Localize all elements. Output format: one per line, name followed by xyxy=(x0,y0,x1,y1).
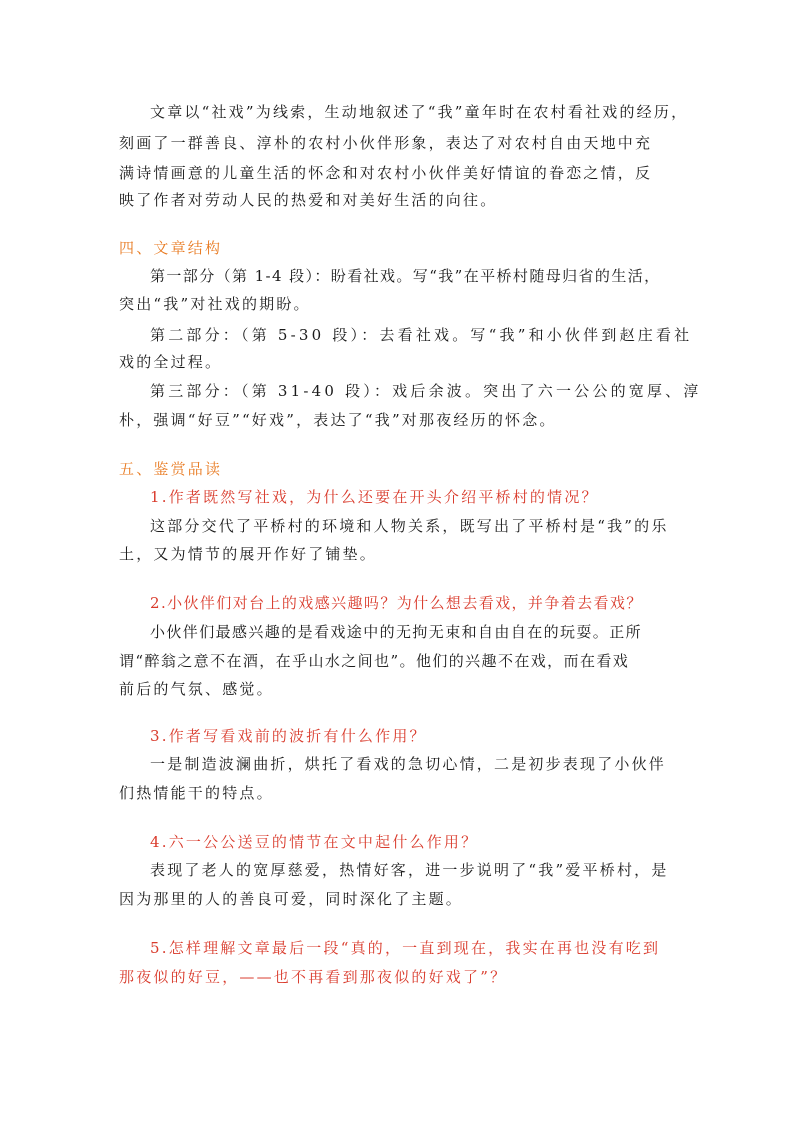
answer-2-line: 谓“醉翁之意不在酒，在乎山水之间也”。他们的兴趣不在戏，而在看戏 xyxy=(119,652,630,670)
question-3: 3.作者写看戏前的波折有什么作用？ xyxy=(150,727,427,745)
section-heading-structure: 四、文章结构 xyxy=(119,239,223,257)
question-2: 2.小伙伴们对台上的戏感兴趣吗？为什么想去看戏，并争着去看戏？ xyxy=(150,594,643,612)
answer-4-line: 表现了老人的宽厚慈爱，热情好客，进一步说明了“我”爱平桥村，是 xyxy=(150,861,669,879)
answer-4-line: 因为那里的人的善良可爱，同时深化了主题。 xyxy=(119,890,464,908)
summary-line: 刻画了一群善良、淳朴的农村小伙伴形象，表达了对农村自由天地中充 xyxy=(119,134,653,152)
summary-line: 满诗情画意的儿童生活的怀念和对农村小伙伴美好情谊的眷恋之情，反 xyxy=(119,164,653,182)
answer-3-line: 一是制造波澜曲折，烘托了看戏的急切心情，二是初步表现了小伙伴 xyxy=(150,755,667,773)
question-5-line: 5.怎样理解文章最后一段“真的，一直到现在，我实在再也没有吃到 xyxy=(150,939,661,957)
structure-part-2-line: 戏的全过程。 xyxy=(119,353,223,371)
structure-part-1-line: 第一部分（第 1-4 段）：盼看社戏。写“我”在平桥村随母归省的生活， xyxy=(150,267,661,285)
question-1: 1.作者既然写社戏，为什么还要在开头介绍平桥村的情况？ xyxy=(150,488,599,506)
answer-2-line: 小伙伴们最感兴趣的是看戏途中的无拘无束和自由自在的玩耍。正所 xyxy=(150,623,643,641)
structure-part-2-line: 第二部分：（第 5-30 段）：去看社戏。写“我”和小伙伴到赵庄看社 xyxy=(150,326,693,344)
answer-3-line: 们热情能干的特点。 xyxy=(119,784,274,802)
answer-1-line: 这部分交代了平桥村的环境和人物关系，既写出了平桥村是“我”的乐 xyxy=(150,517,669,535)
structure-part-3-line: 第三部分：（第 31-40 段）：戏后余波。突出了六一公公的宽厚、淳 xyxy=(150,382,702,400)
answer-2-line: 前后的气氛、感觉。 xyxy=(119,680,274,698)
summary-line: 文章以“社戏”为线索，生动地叙述了“我”童年时在农村看社戏的经历， xyxy=(150,103,689,121)
section-heading-appreciation: 五、鉴赏品读 xyxy=(119,460,223,478)
structure-part-1-line: 突出“我”对社戏的期盼。 xyxy=(119,295,311,313)
question-4: 4.六一公公送豆的情节在文中起什么作用？ xyxy=(150,833,479,851)
answer-1-line: 土，又为情节的展开作好了铺垫。 xyxy=(119,545,378,563)
summary-line: 映了作者对劳动人民的热爱和对美好生活的向往。 xyxy=(119,191,498,209)
structure-part-3-line: 朴，强调“好豆”“好戏”，表达了“我”对那夜经历的怀念。 xyxy=(119,411,557,429)
question-5-line: 那夜似的好豆，——也不再看到那夜似的好戏了”？ xyxy=(119,968,508,986)
